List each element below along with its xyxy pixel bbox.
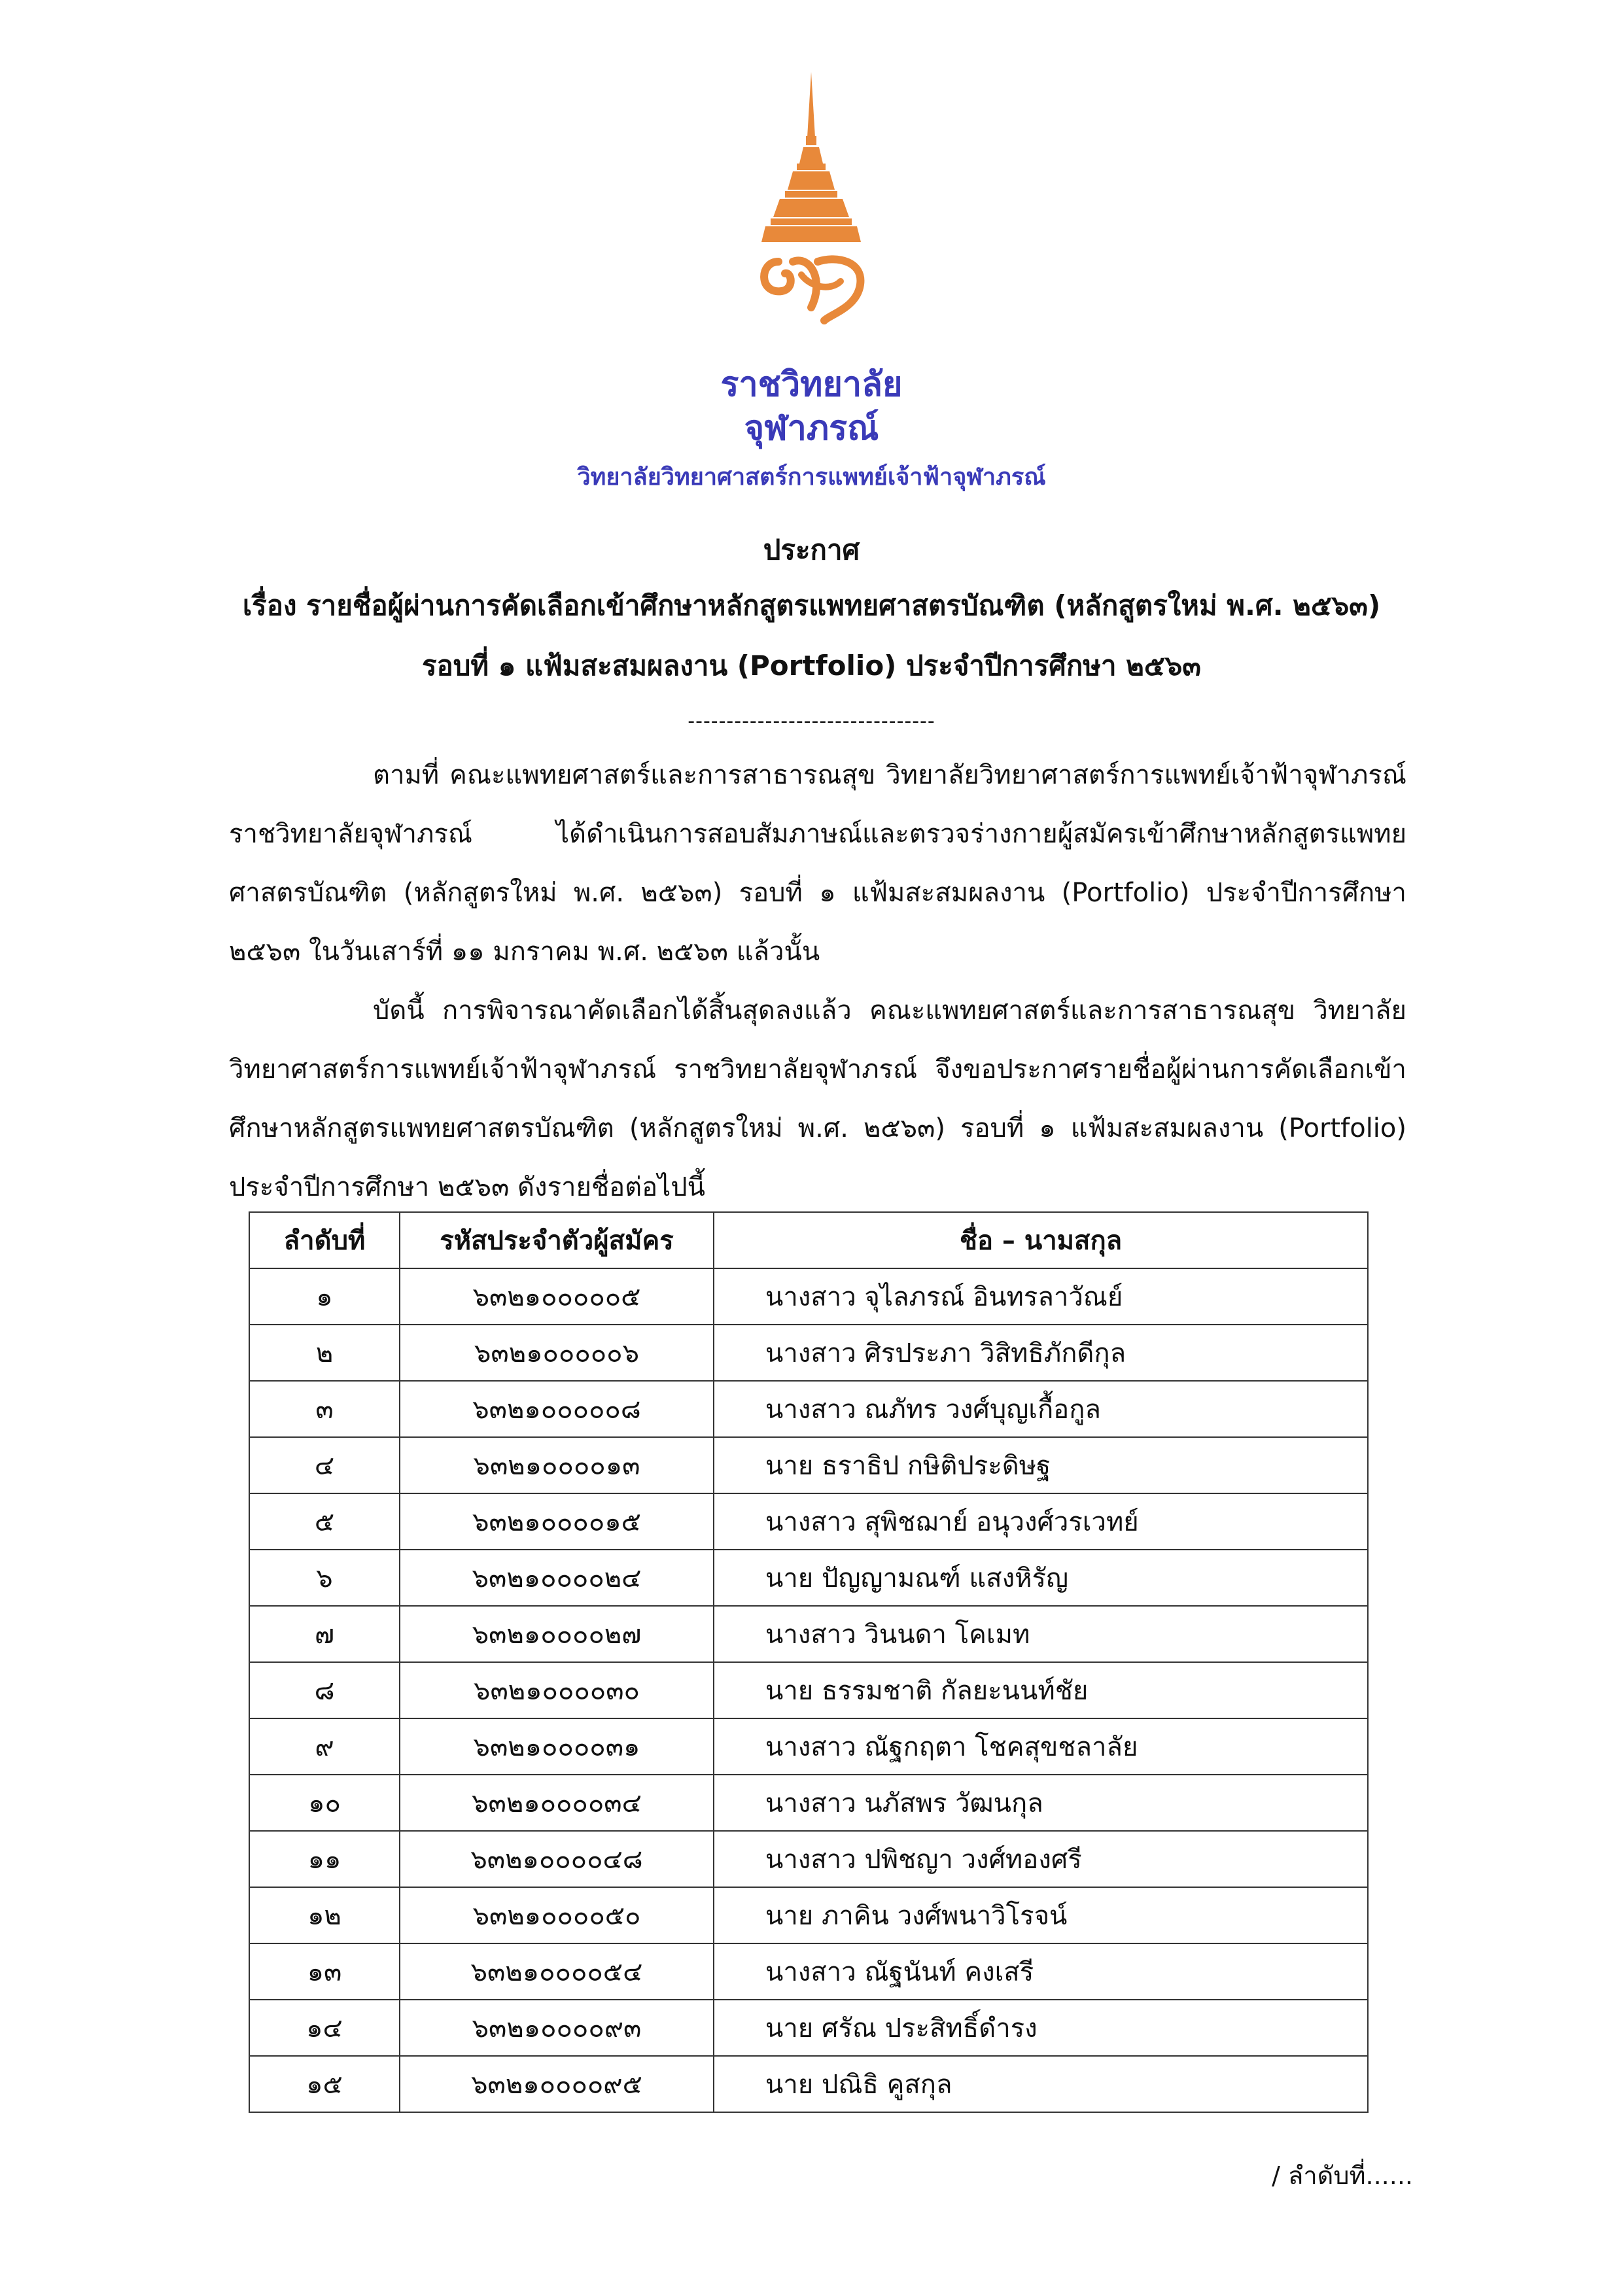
announcement-title: ประกาศ — [763, 534, 860, 566]
table-header-row — [249, 1212, 1368, 1268]
row-applicant-id: ๖๓๒๑๐๐๐๐๓๐ — [400, 1662, 714, 1718]
row-order: ๑ — [249, 1268, 400, 1325]
row-applicant-id: ๖๓๒๑๐๐๐๐๒๗ — [400, 1606, 714, 1662]
row-order: ๑๕ — [249, 2056, 400, 2112]
table-row — [249, 1887, 1368, 1943]
row-order: ๑๔ — [249, 2000, 400, 2056]
header-order: ลำดับที่ — [249, 1212, 400, 1268]
table-row — [249, 1662, 1368, 1718]
row-order: ๙ — [249, 1718, 400, 1775]
table-row — [249, 1831, 1368, 1887]
row-full-name: นาย ภาคิน วงศ์พนาวิโรจน์ — [714, 1887, 1368, 1943]
row-full-name: นางสาว วินนดา โคเมท — [714, 1606, 1368, 1662]
table-row — [249, 1775, 1368, 1831]
row-order: ๑๓ — [249, 1943, 400, 2000]
row-full-name: นาย ศรัณ ประสิทธิ์ดำรง — [714, 2000, 1368, 2056]
royal-crown-emblem-icon — [733, 65, 890, 327]
row-full-name: นางสาว ณัฐนันท์ คงเสรี — [714, 1943, 1368, 2000]
row-order: ๒ — [249, 1325, 400, 1381]
row-full-name: นางสาว ณัฐกฤตา โชคสุขชลาลัย — [714, 1718, 1368, 1775]
row-full-name: นาย ธรรมชาติ กัลยะนนท์ชัย — [714, 1662, 1368, 1718]
row-full-name: นาย ปณิธิ คูสกุล — [714, 2056, 1368, 2112]
row-applicant-id: ๖๓๒๑๐๐๐๐๔๘ — [400, 1831, 714, 1887]
row-full-name: นางสาว นภัสพร วัฒนกุล — [714, 1775, 1368, 1831]
row-order: ๑๑ — [249, 1831, 400, 1887]
table-row — [249, 1718, 1368, 1775]
row-order: ๗ — [249, 1606, 400, 1662]
row-applicant-id: ๖๓๒๑๐๐๐๐๕๐ — [400, 1887, 714, 1943]
announcement-round: รอบที่ ๑ แฟ้มสะสมผลงาน (Portfolio) ประจำปีการศึกษา ๒๕๖๓ — [421, 650, 1202, 682]
row-applicant-id: ๖๓๒๑๐๐๐๐๕๔ — [400, 1943, 714, 2000]
row-full-name: นาย ปัญญามณฑ์ แสงหิรัญ — [714, 1550, 1368, 1606]
row-order: ๔ — [249, 1437, 400, 1493]
table-row — [249, 1943, 1368, 2000]
continued-note: / ลำดับที่...... — [1272, 2161, 1413, 2190]
admitted-list-table — [249, 1211, 1369, 2113]
divider: -------------------------------- — [688, 710, 935, 733]
body-paragraph-1: ตามที่ คณะแพทยศาสตร์และการสาธารณสุข วิทยาลัยวิทยาศาสตร์การแพทย์เจ้าฟ้าจุฬาภรณ์ ราชวิทยาลัยจุฬาภรณ์ ได้ดำเนินการสอบสัมภาษณ์และตรวจร่างกายผู้สมัครเข้าศึกษาหลักสูตรแพทยศาสตรบัณฑิต (หลักสูตรใหม่ พ.ศ. ๒๕๖๓) รอบที่ ๑ แฟ้มสะสมผลงาน (Portfolio) ประจำปีการศึกษา ๒๕๖๓ ในวันเสาร์ที่ ๑๑ มกราคม พ.ศ. ๒๕๖๓ แล้วนั้น — [229, 760, 1406, 967]
table-row — [249, 1606, 1368, 1662]
table-row — [249, 1268, 1368, 1325]
table-row — [249, 2056, 1368, 2112]
college-name: วิทยาลัยวิทยาศาสตร์การแพทย์เจ้าฟ้าจุฬาภรณ์ — [577, 464, 1046, 491]
table-row — [249, 1381, 1368, 1437]
row-applicant-id: ๖๓๒๑๐๐๐๐๒๔ — [400, 1550, 714, 1606]
row-applicant-id: ๖๓๒๑๐๐๐๐๑๕ — [400, 1493, 714, 1550]
row-full-name: นางสาว ศิรประภา วิสิทธิภักดีกุล — [714, 1325, 1368, 1381]
row-order: ๑๒ — [249, 1887, 400, 1943]
row-full-name: นาย ธราธิป กษิติประดิษฐ — [714, 1437, 1368, 1493]
body-paragraph-2: บัดนี้ การพิจารณาคัดเลือกได้สิ้นสุดลงแล้ว คณะแพทยศาสตร์และการสาธารณสุข วิทยาลัยวิทยาศาสตร์การแพทย์เจ้าฟ้าจุฬาภรณ์ ราชวิทยาลัยจุฬาภรณ์ จึงขอประกาศรายชื่อผู้ผ่านการคัดเลือกเข้าศึกษาหลักสูตรแพทยศาสตรบัณฑิต (หลักสูตรใหม่ พ.ศ. ๒๕๖๓) รอบที่ ๑ แฟ้มสะสมผลงาน (Portfolio) ประจำปีการศึกษา ๒๕๖๓ ดังรายชื่อต่อไปนี้ — [229, 996, 1406, 1202]
table-row — [249, 1493, 1368, 1550]
row-applicant-id: ๖๓๒๑๐๐๐๐๐๖ — [400, 1325, 714, 1381]
row-full-name: นางสาว ปพิชญา วงศ์ทองศรี — [714, 1831, 1368, 1887]
table-row — [249, 1550, 1368, 1606]
org-name-line1: ราชวิทยาลัย — [720, 365, 903, 404]
row-applicant-id: ๖๓๒๑๐๐๐๐๙๓ — [400, 2000, 714, 2056]
row-full-name: นางสาว จุไลภรณ์ อินทรลาวัณย์ — [714, 1268, 1368, 1325]
row-order: ๑๐ — [249, 1775, 400, 1831]
row-applicant-id: ๖๓๒๑๐๐๐๐๓๔ — [400, 1775, 714, 1831]
row-applicant-id: ๖๓๒๑๐๐๐๐๙๕ — [400, 2056, 714, 2112]
row-applicant-id: ๖๓๒๑๐๐๐๐๐๘ — [400, 1381, 714, 1437]
row-order: ๘ — [249, 1662, 400, 1718]
row-full-name: นางสาว ณภัทร วงศ์บุญเกื้อกูล — [714, 1381, 1368, 1437]
row-order: ๓ — [249, 1381, 400, 1437]
header-applicant-id: รหัสประจำตัวผู้สมัคร — [400, 1212, 714, 1268]
table-row — [249, 1325, 1368, 1381]
row-applicant-id: ๖๓๒๑๐๐๐๐๓๑ — [400, 1718, 714, 1775]
row-order: ๕ — [249, 1493, 400, 1550]
table-row — [249, 1437, 1368, 1493]
row-applicant-id: ๖๓๒๑๐๐๐๐๑๓ — [400, 1437, 714, 1493]
org-name-line2: จุฬาภรณ์ — [744, 409, 879, 448]
row-full-name: นางสาว สุพิชฌาย์ อนุวงศ์วรเวทย์ — [714, 1493, 1368, 1550]
table-row — [249, 2000, 1368, 2056]
header-full-name: ชื่อ – นามสกุล — [714, 1212, 1368, 1268]
row-applicant-id: ๖๓๒๑๐๐๐๐๐๕ — [400, 1268, 714, 1325]
announcement-subject: เรื่อง รายชื่อผู้ผ่านการคัดเลือกเข้าศึกษาหลักสูตรแพทยศาสตรบัณฑิต (หลักสูตรใหม่ พ.ศ. ๒๕๖๓) — [242, 589, 1381, 621]
row-order: ๖ — [249, 1550, 400, 1606]
